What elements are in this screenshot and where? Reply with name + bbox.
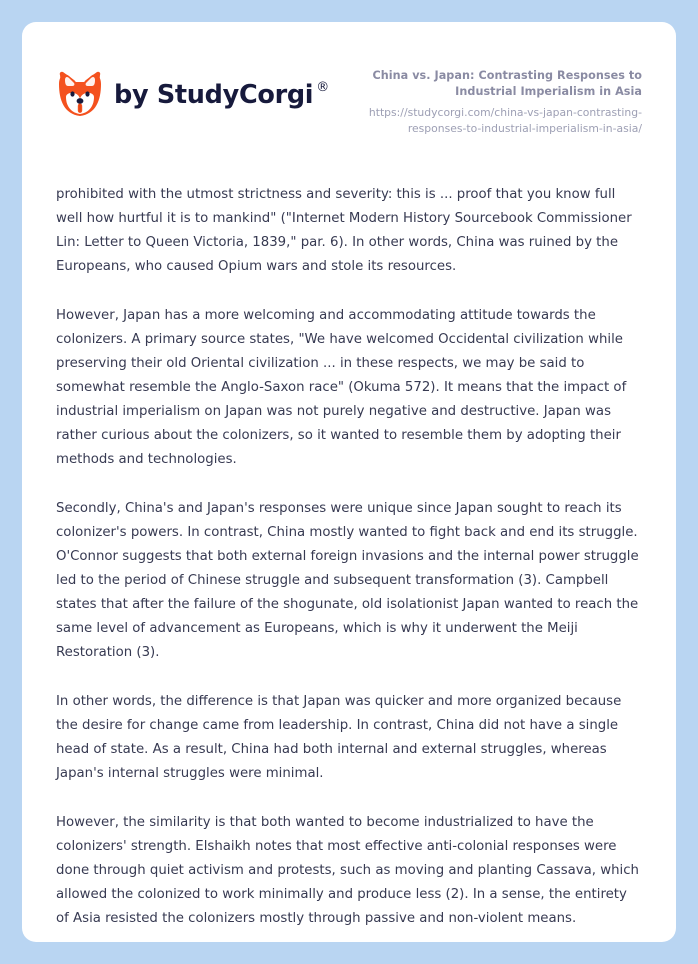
source-url[interactable]: https://studycorgi.com/china-vs-japan-contrasting-responses-to-industrial-imperialism-in-asia/ — [368, 106, 642, 135]
brand-wordmark — [114, 80, 329, 111]
body-paragraph: However, the similarity is that both wanted to become industrialized to have the colonizers' strength. Elshaikh notes that most effective anti-colonial responses were done through quiet activism and protests, such as moving and planting Cassava, which allowed the colonized to work minimally and produce less (2). In a sense, the entirety of Asia resisted the colonizers mostly through passive and non-violent means. — [56, 815, 639, 927]
document-card — [22, 22, 676, 942]
document-header — [22, 22, 676, 136]
document-body — [22, 183, 676, 931]
corgi-face-icon — [56, 70, 104, 122]
brand-name-text: by StudyCorgi — [114, 80, 314, 111]
page-title: China vs. Japan: Contrasting Responses to Industrial Imperialism in Asia — [372, 69, 642, 99]
body-paragraph: In other words, the difference is that Japan was quicker and more organized because the desire for change came from leadership. In contrast, China did not have a single head of state. As a result, China had both internal and external struggles, whereas Japan's internal struggles were minimal. — [56, 694, 622, 782]
document-meta — [329, 66, 642, 136]
body-paragraph: However, Japan has a more welcoming and accommodating attitude towards the colonizers. A primary source states, "We have welcomed Occidental civilization while preserving their old Oriental civilization ... in these respects, we may be said to somewhat resemble the Anglo-Saxon race" (Okuma 572). It means that the impact of industrial imperialism on Japan was not purely negative and destructive. Japan was rather curious about the colonizers, so it wanted to resemble them by adopting their methods and technologies. — [56, 308, 627, 468]
body-paragraph: prohibited with the utmost strictness and severity: this is ... proof that you know full well how hurtful it is to mankind" ("Internet Modern History Sourcebook Commissioner Lin: Letter to Queen Victoria, 1839," par. 6). In other words, China was ruined by the Europeans, who caused Opium wars and stole its resources. — [56, 187, 632, 275]
studycorgi-brand-logo — [56, 70, 329, 122]
registered-trademark-icon: ® — [316, 80, 329, 96]
body-paragraph: Secondly, China's and Japan's responses were unique since Japan sought to reach its colonizer's powers. In contrast, China mostly wanted to fight back and end its struggle. O'Connor suggests that both external foreign invasions and the internal power struggle led to the period of Chinese struggle and subsequent transformation (3). Campbell states that after the failure of the shogunate, old isolationist Japan wanted to reach the same level of advancement as Europeans, which is why it underwent the Meiji Restoration (3). — [56, 501, 639, 661]
